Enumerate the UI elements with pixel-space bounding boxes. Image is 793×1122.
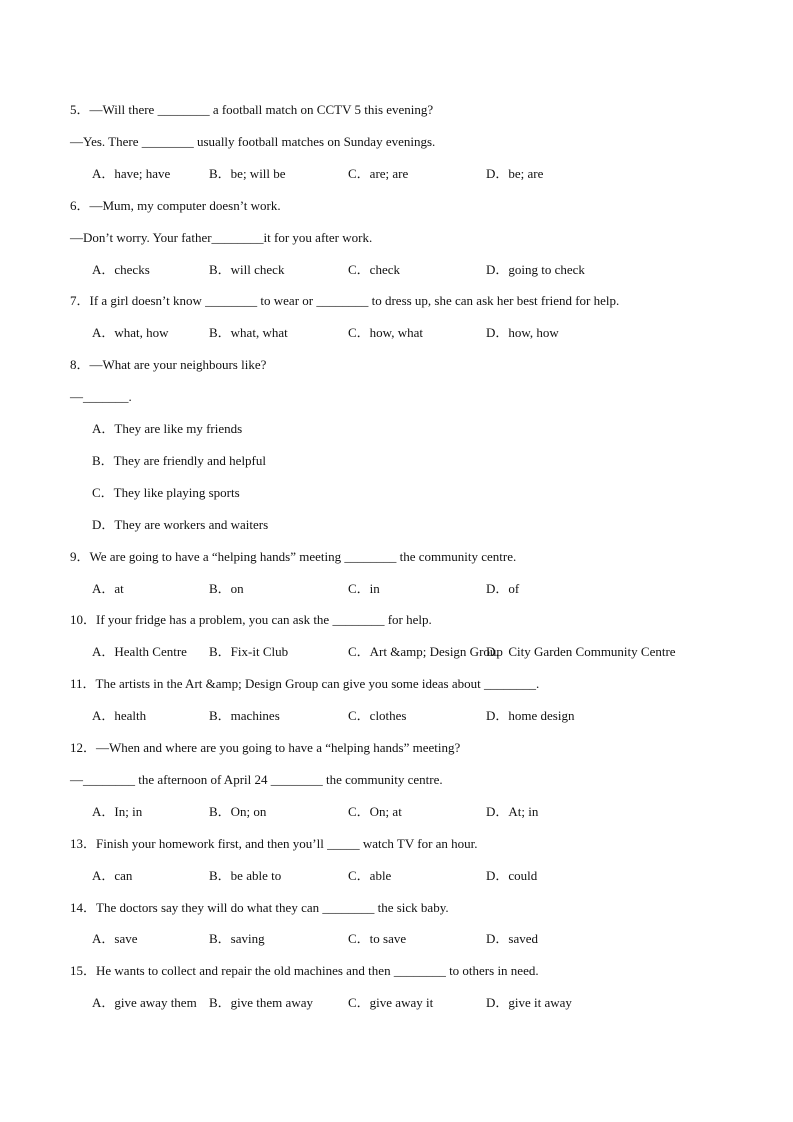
answer-option: A．They are like my friends [92,421,243,436]
answer-option: C．how, what [348,325,423,340]
question-line: —________ the afternoon of April 24 ________ the community centre. [70,772,443,787]
answer-option: A．can [92,868,133,883]
question-stem: 15．He wants to collect and repair the old machines and then ________ to others in need. [70,963,539,978]
question-stem: 9．We are going to have a “helping hands” meeting ________ the community centre. [70,549,517,564]
answer-option: C．to save [348,931,407,946]
answer-option: C．give away it [348,995,434,1010]
answer-option: B．They are friendly and helpful [92,453,266,468]
answer-option: B．On; on [209,804,267,819]
answer-option: C．able [348,868,392,883]
answer-option: D．City Garden Community Centre [486,644,676,659]
answer-option: A．Health Centre [92,644,187,659]
question-line: —_______. [70,389,132,404]
answer-option: C．They like playing sports [92,485,240,500]
question-stem: 11．The artists in the Art &amp; Design Group can give you some ideas about ________. [70,676,540,691]
answer-option: B．Fix-it Club [209,644,289,659]
answer-option: D．give it away [486,995,572,1010]
answer-option: A．what, how [92,325,169,340]
question-stem: 5．—Will there ________ a football match on CCTV 5 this evening? [70,102,434,117]
answer-option: D．going to check [486,262,585,277]
answer-option: D．home design [486,708,575,723]
answer-option: C．On; at [348,804,402,819]
question-stem: 10．If your fridge has a problem, you can ask the ________ for help. [70,612,432,627]
answer-option: B．will check [209,262,285,277]
answer-option: B．what, what [209,325,288,340]
answer-option: B．be able to [209,868,282,883]
answer-option: D．of [486,581,520,596]
answer-option: C．Art &amp; Design Group [348,644,503,659]
question-stem: 14．The doctors say they will do what they can ________ the sick baby. [70,900,449,915]
question-stem: 12．—When and where are you going to have a “helping hands” meeting? [70,740,461,755]
answer-option: B．machines [209,708,280,723]
answer-option: D．could [486,868,538,883]
answer-option: D．They are workers and waiters [92,517,269,532]
answer-option: D．how, how [486,325,559,340]
answer-option: C．in [348,581,380,596]
answer-option: B．on [209,581,244,596]
answer-option: B．give them away [209,995,313,1010]
question-stem: 8．—What are your neighbours like? [70,357,267,372]
answer-option: D．be; are [486,166,544,181]
question-line: —Don’t worry. Your father________it for you after work. [70,230,373,245]
answer-option: C．are; are [348,166,409,181]
answer-option: A．In; in [92,804,143,819]
answer-option: A．at [92,581,124,596]
answer-option: A．have; have [92,166,171,181]
answer-option: D．At; in [486,804,539,819]
question-stem: 13．Finish your homework first, and then you’ll _____ watch TV for an hour. [70,836,478,851]
answer-option: A．give away them [92,995,197,1010]
question-stem: 6．—Mum, my computer doesn’t work. [70,198,281,213]
answer-option: A．health [92,708,147,723]
answer-option: D．saved [486,931,538,946]
answer-option: B．be; will be [209,166,286,181]
question-stem: 7．If a girl doesn’t know ________ to wear or ________ to dress up, she can ask her best friend for help. [70,293,620,308]
answer-option: C．check [348,262,400,277]
answer-option: B．saving [209,931,265,946]
answer-option: A．save [92,931,138,946]
answer-option: C．clothes [348,708,407,723]
answer-option: A．checks [92,262,150,277]
question-line: —Yes. There ________ usually football matches on Sunday evenings. [70,134,436,149]
